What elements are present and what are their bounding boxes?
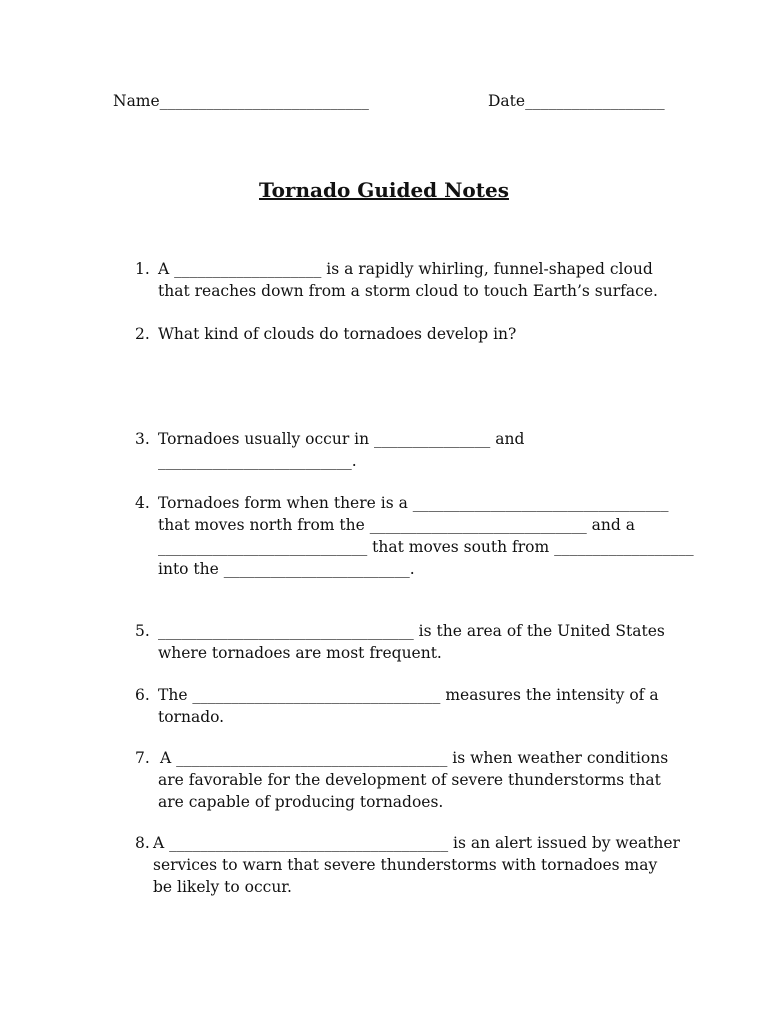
question-text-line: are capable of producing tornadoes. [158,793,444,811]
question-text-line: A ___________________ is a rapidly whirling, funnel-shaped cloud [158,260,653,278]
question-text-line: tornado. [158,708,225,726]
question-text-line: be likely to occur. [153,878,292,896]
question-text-line: into the ________________________. [158,560,415,578]
question-number: 6. [135,686,150,704]
question-text-line: that reaches down from a storm cloud to touch Earth’s surface. [158,282,658,300]
question-text-line: where tornadoes are most frequent. [158,644,442,662]
question-text-line: services to warn that severe thunderstorms with tornadoes may [153,856,658,874]
question-number: 7. [135,749,150,767]
question-text-line: Tornadoes usually occur in _______________ and [158,430,525,448]
name-field-label: Name___________________________ [113,92,369,110]
question-text-line: that moves north from the ____________________________ and a [158,516,635,534]
question-text-line: A ____________________________________ is an alert issued by weather [153,834,680,852]
question-text-line: The ________________________________ measures the intensity of a [158,686,659,704]
question-text-line: _________________________________ is the area of the United States [158,622,665,640]
question-number: 5. [135,622,150,640]
question-number: 8. [135,834,150,852]
question-text-line: A ___________________________________ is when weather conditions [160,749,669,767]
question-text-line: are favorable for the development of severe thunderstorms that [158,771,661,789]
question-number: 3. [135,430,150,448]
question-number: 2. [135,325,150,343]
question-text-line: ___________________________ that moves south from __________________ [158,538,694,556]
question-number: 4. [135,494,150,512]
question-text-line: Tornadoes form when there is a _________________________________ [158,494,669,512]
question-text-line: _________________________. [158,452,357,470]
page-title: Tornado Guided Notes [259,178,509,202]
date-field-label: Date__________________ [488,92,665,110]
question-text-line: What kind of clouds do tornadoes develop in? [158,325,517,343]
question-number: 1. [135,260,150,278]
